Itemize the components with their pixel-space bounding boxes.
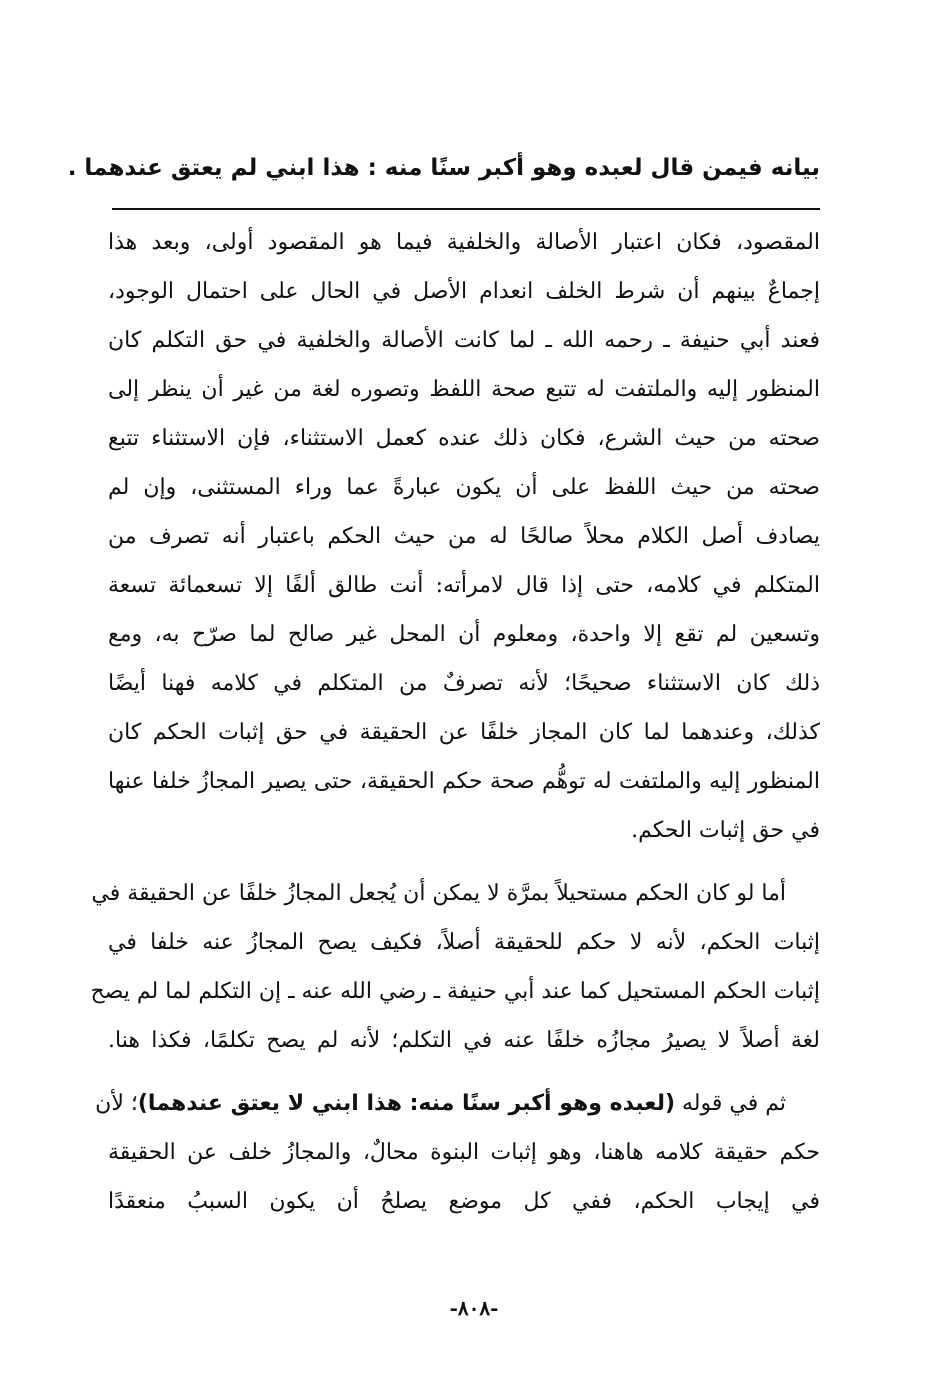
text-line: ذلك كان الاستثناء صحيحًا؛ لأنه تصرفٌ من المتكلم في كلامه فهنا أيضًا (108, 671, 820, 696)
text-line: لغة أصلاً لا يصيرُ مجازُه خلفًا عنه في التكلم؛ لأنه لم يصح تكلمًا، فكذا هنا. (108, 1028, 820, 1053)
paragraph-spacer (108, 855, 820, 869)
text-line: المقصود، فكان اعتبار الأصالة والخلفية فيما هو المقصود أولى، وبعد هذا (108, 230, 820, 255)
text-line: حكم حقيقة كلامه هاهنا، وهو إثبات البنوة محالٌ، والمجازُ خلف عن الحقيقة (108, 1140, 820, 1165)
paragraph-1 (108, 218, 820, 855)
paragraph-3 (95, 1079, 820, 1226)
text-line-with-quote (95, 1079, 820, 1128)
paragraph-2 (90, 869, 820, 1065)
text-fragment: ثم في قوله (675, 1091, 786, 1116)
paragraph-spacer (108, 1065, 820, 1079)
page-number: -٨٠٨- (449, 1296, 499, 1320)
text-line: كذلك، وعندهما لما كان المجاز خلفًا عن الحقيقة في حق إثبات الحكم كان (108, 720, 820, 745)
text-line: وتسعين لم تقع إلا واحدة، ومعلوم أن المحل غير صالح لما صرّح به، ومع (108, 622, 820, 647)
text-line: إجماعٌ بينهم أن شرط الخلف انعدام الأصل في الحال على احتمال الوجود، (108, 279, 820, 304)
text-line: صحته من حيث اللفظ على أن يكون عبارةً عما وراء المستثنى، وإن لم (108, 475, 820, 500)
main-text (90, 218, 820, 1226)
header-divider (112, 208, 820, 210)
chapter-heading: بيانه فيمن قال لعبده وهو أكبر سنًا منه : هذا ابني لم يعتق عندهما . (67, 155, 820, 181)
text-line: يصادف أصل الكلام محلاً صالحًا له من حيث الحكم باعتبار أنه تصرف من (108, 524, 820, 549)
text-line: إثبات الحكم المستحيل كما عند أبي حنيفة ـ رضي الله عنه ـ إن التكلم لما لم يصح (90, 979, 820, 1004)
text-line: أما لو كان الحكم مستحيلاً بمرَّة لا يمكن أن يُجعل المجازُ خلفًا عن الحقيقة في (91, 881, 786, 906)
text-line: المتكلم في كلامه، حتى إذا قال لامرأته: أنت طالق ألفًا إلا تسعمائة تسعة (108, 573, 820, 598)
text-line: فعند أبي حنيفة ـ رحمه الله ـ لما كانت الأصالة والخلفية في حق التكلم كان (108, 328, 820, 353)
text-line: في إيجاب الحكم، ففي كل موضع يصلحُ أن يكون السببُ منعقدًا (108, 1189, 820, 1214)
text-line: المنظور إليه والملتفت له تتبع صحة اللفظ وتصوره لغة من غير أن ينظر إلى (108, 377, 820, 402)
text-line: المنظور إليه والملتفت له توهُّم صحة حكم الحقيقة، حتى يصير المجازُ خلفا عنها (108, 769, 820, 794)
text-line: إثبات الحكم، لأنه لا حكم للحقيقة أصلاً، فكيف يصح المجازُ عنه خلفا في (108, 930, 820, 955)
quoted-text: (لعبده وهو أكبر سنًا منه: هذا ابني لا يعتق عندهما) (137, 1091, 676, 1116)
text-fragment: ؛ لأن (95, 1091, 138, 1116)
text-line: صحته من حيث الشرع، فكان ذلك عنده كعمل الاستثناء، فإن الاستثناء تتبع (108, 426, 820, 451)
text-line: في حق إثبات الحكم. (631, 818, 820, 843)
